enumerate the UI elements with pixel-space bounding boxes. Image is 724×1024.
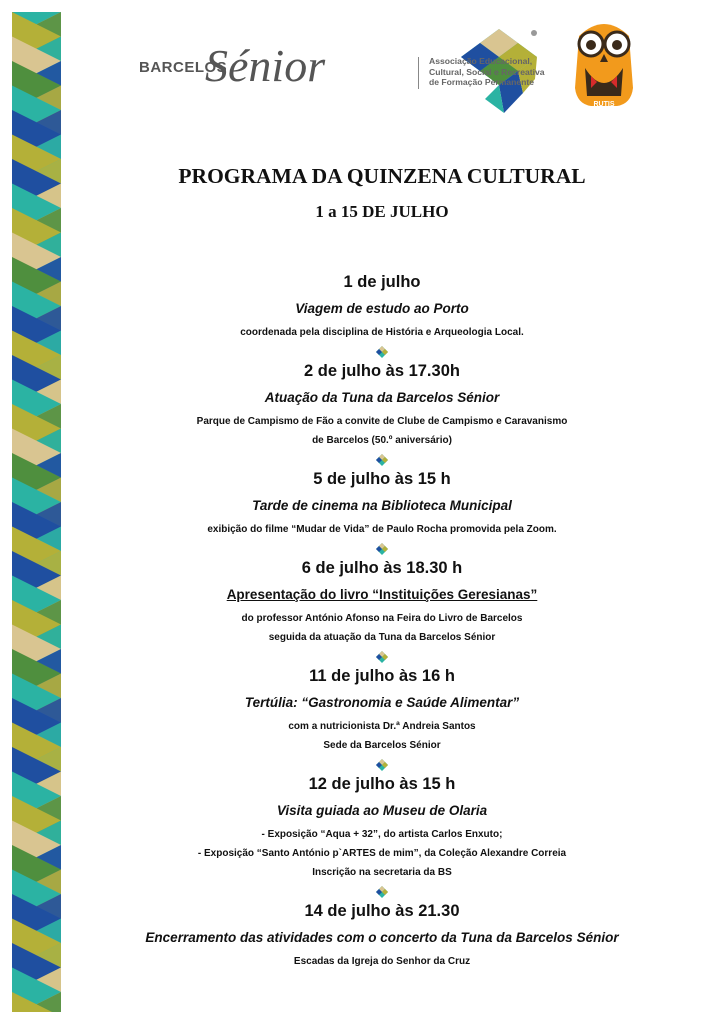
event-date: 2 de julho às 17.30h — [304, 362, 460, 380]
event-description: - Exposição “Santo António p`ARTES de mim”, da Coleção Alexandre Correia — [197, 848, 567, 859]
event-date: 14 de julho às 21.30 — [304, 902, 460, 920]
event-title: Viagem de estudo ao Porto — [295, 301, 469, 316]
header — [0, 0, 724, 130]
logo-text-big: Sénior — [205, 40, 326, 91]
event-title: Atuação da Tuna da Barcelos Sénior — [264, 390, 500, 405]
tagline-line: de Formação Permanente — [429, 77, 535, 87]
event-description: Inscrição na secretaria da BS — [312, 867, 452, 878]
event-description: seguida da atuação da Tuna da Barcelos Sénior — [268, 632, 496, 643]
separator — [140, 755, 624, 774]
tagline-line: Cultural, Social e Recreativa — [429, 66, 545, 77]
logo-text-small: BARCELOS — [139, 59, 228, 76]
event-title: Encerramento das atividades com o concerto da Tuna da Barcelos Sénior — [145, 930, 619, 945]
event-description: Escadas da Igreja do Senhor da Cruz — [293, 956, 471, 967]
event-item — [140, 469, 624, 539]
separator — [140, 450, 624, 469]
separator — [140, 647, 624, 666]
page-title: PROGRAMA DA QUINZENA CULTURAL — [178, 164, 586, 188]
program-list — [140, 272, 624, 971]
owl-mascot-icon — [571, 18, 637, 110]
page-subtitle: 1 a 15 DE JULHO — [315, 202, 449, 221]
event-description: coordenada pela disciplina de História e Arqueologia Local. — [240, 327, 524, 338]
tagline-divider — [418, 57, 419, 89]
tagline-line: Associação Educacional, — [429, 56, 533, 66]
event-description: Parque de Campismo de Fão a convite de Clube de Campismo e Caravanismo — [196, 416, 568, 427]
separator — [140, 882, 624, 901]
separator-icon — [376, 886, 388, 898]
event-date: 5 de julho às 15 h — [313, 470, 451, 488]
separator-icon — [376, 346, 388, 358]
event-item — [140, 361, 624, 450]
tagline — [429, 56, 545, 88]
event-date: 1 de julho — [343, 273, 421, 291]
barcelos-senior-logo — [137, 13, 407, 111]
separator-icon — [376, 759, 388, 771]
event-description: com a nutricionista Dr.ª Andreia Santos — [288, 721, 476, 732]
event-title: Apresentação do livro “Instituições Geresianas” — [226, 587, 538, 602]
decorative-side-band — [12, 12, 61, 1012]
separator — [140, 539, 624, 558]
event-title: Tarde de cinema na Biblioteca Municipal — [252, 498, 512, 513]
separator-icon — [376, 454, 388, 466]
event-description: de Barcelos (50.º aniversário) — [312, 435, 452, 446]
event-date: 6 de julho às 18.30 h — [301, 559, 463, 577]
mascot-label: RUTIS — [593, 101, 615, 108]
event-date: 11 de julho às 16 h — [309, 667, 455, 685]
event-title: Tertúlia: “Gastronomia e Saúde Alimentar” — [244, 695, 520, 710]
event-item — [140, 272, 624, 342]
event-date: 12 de julho às 15 h — [308, 775, 456, 793]
event-item — [140, 774, 624, 882]
event-description: do professor António Afonso na Feira do Livro de Barcelos — [241, 613, 523, 624]
event-item — [140, 558, 624, 647]
event-item — [140, 666, 624, 755]
separator-icon — [376, 651, 388, 663]
event-description: - Exposição “Aqua + 32”, do artista Carlos Enxuto; — [261, 829, 503, 840]
event-description: Sede da Barcelos Sénior — [323, 740, 441, 751]
event-description: exibição do filme “Mudar de Vida” de Paulo Rocha promovida pela Zoom. — [207, 524, 557, 535]
separator-icon — [376, 543, 388, 555]
event-item — [140, 901, 624, 971]
event-title: Visita guiada ao Museu de Olaria — [276, 803, 488, 818]
separator — [140, 342, 624, 361]
